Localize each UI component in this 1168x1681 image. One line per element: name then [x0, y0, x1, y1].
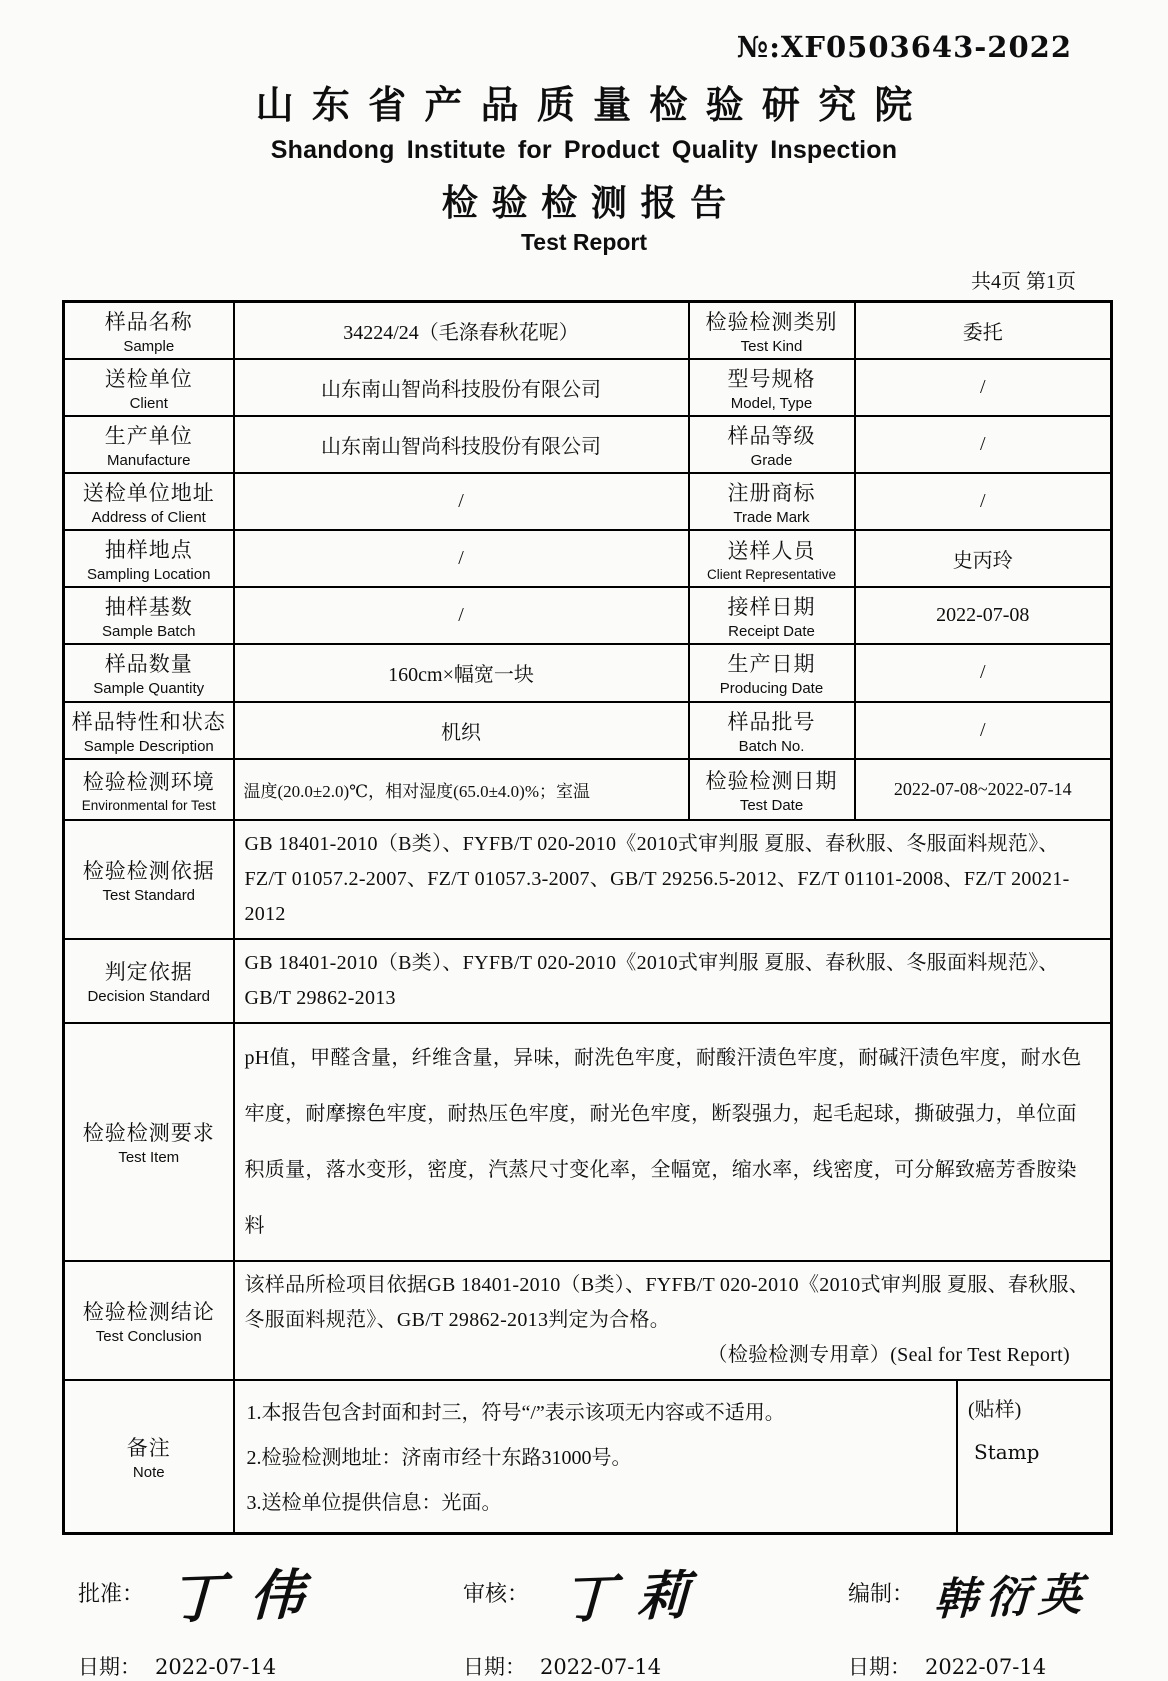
test-item-value: pH值，甲醛含量，纤维含量，异味，耐洗色牢度，耐酸汗渍色牢度，耐碱汗渍色牢度，耐水色牢度，耐摩擦色牢度，耐热压色牢度，耐光色牢度，断裂强力，起毛起球，撕破强力，单位面积质量，落水变形，密度，汽蒸尺寸变化率，全幅宽，缩水率，线密度，可分解致癌芳香胺染料 [234, 1023, 1112, 1261]
stamp-box [956, 1381, 1110, 1532]
grade-label: 样品等级 Grade [689, 416, 855, 473]
sample-quantity-label: 样品数量 Sample Quantity [64, 644, 234, 702]
review-date-label: 日期： [463, 1654, 526, 1679]
environment-label: 检验检测环境 Environmental for Test [64, 759, 234, 820]
client-representative-label: 送样人员 Client Representative [689, 530, 855, 587]
note-line-3: 3.送检单位提供信息：光面。 [246, 1491, 502, 1514]
row-sample-description [64, 702, 1112, 759]
note-value [234, 1380, 1112, 1534]
test-kind-label: 检验检测类别 Test Kind [689, 302, 855, 359]
institute-title-en: Shandong Institute for Product Quality Inspection [270, 136, 898, 164]
row-client [64, 359, 1112, 416]
row-sampling-location [64, 530, 1112, 587]
row-test-standard [64, 820, 1112, 939]
test-standard-value: GB 18401-2010（B类）、FYFB/T 020-2010《2010式审判服 夏服、春秋服、冬服面料规范》、FZ/T 01057.2-2007、FZ/T 01057.3-2007、GB/T 29256.5-2012、FZ/T 01101-2008、FZ/T 20021-2012 [234, 820, 1112, 939]
prepare-date-label: 日期： [848, 1654, 911, 1679]
note-label: 备注 Note [64, 1380, 234, 1534]
test-conclusion-value [234, 1261, 1112, 1380]
sample-quantity-value: 160cm×幅宽一块 [234, 644, 689, 702]
conclusion-text: 该样品所检项目依据GB 18401-2010（B类）、FYFB/T 020-2010《2010式审判服 夏服、春秋服、冬服面料规范》、GB/T 29862-2013判定为合格。 [244, 1273, 1090, 1331]
batch-no-value: / [855, 702, 1112, 759]
sample-label-en: Sample [123, 337, 175, 355]
trade-mark-value: / [855, 473, 1112, 530]
model-type-label: 型号规格 Model, Type [689, 359, 855, 416]
prepare-block [848, 1551, 1090, 1681]
report-table [62, 300, 1113, 1535]
report-number: №:XF0503643-2022 [736, 30, 1072, 64]
sample-label [64, 302, 234, 359]
prepare-role-label: 编制： [848, 1581, 915, 1606]
row-test-item [64, 1023, 1112, 1261]
producing-date-label: 生产日期 Producing Date [689, 644, 855, 702]
row-decision-standard [64, 939, 1112, 1023]
grade-value: / [855, 416, 1112, 473]
report-title-cn: 检验检测报告 [441, 183, 740, 223]
test-standard-label: 检验检测依据 Test Standard [64, 820, 234, 939]
note-line-2: 2.检验检测地址：济南市经十东路31000号。 [246, 1446, 632, 1469]
sampling-location-value: / [234, 530, 689, 587]
sample-label-cn: 样品名称 [104, 309, 193, 334]
prepare-date: 2022-07-14 [925, 1654, 1047, 1679]
client-label: 送检单位 Client [64, 359, 234, 416]
approval-date: 2022-07-14 [155, 1654, 277, 1679]
manufacture-value: 山东南山智尚科技股份有限公司 [234, 416, 689, 473]
approval-block [78, 1551, 463, 1681]
review-signature: 丁莉 [561, 1564, 712, 1631]
report-title-en: Test Report [520, 229, 648, 255]
test-date-value: 2022-07-08~2022-07-14 [855, 759, 1112, 820]
row-client-address [64, 473, 1112, 530]
test-item-label: 检验检测要求 Test Item [64, 1023, 234, 1261]
producing-date-value: / [855, 644, 1112, 702]
row-sample [64, 302, 1112, 359]
seal-note: （检验检测专用章）(Seal for Test Report) [707, 1343, 1070, 1366]
row-sample-quantity [64, 644, 1112, 702]
signature-area [78, 1551, 1128, 1681]
review-role-label: 审核： [463, 1581, 530, 1606]
test-date-label: 检验检测日期 Test Date [689, 759, 855, 820]
client-address-label: 送检单位地址 Address of Client [64, 473, 234, 530]
client-representative-value: 史丙玲 [855, 530, 1112, 587]
test-conclusion-label: 检验检测结论 Test Conclusion [64, 1261, 234, 1380]
receipt-date-value: 2022-07-08 [855, 587, 1112, 644]
receipt-date-label: 接样日期 Receipt Date [689, 587, 855, 644]
sample-description-value: 机织 [234, 702, 689, 759]
stamp-label-en: Stamp [974, 1439, 1040, 1464]
sample-value: 34224/24（毛涤春秋花呢） [234, 302, 689, 359]
sampling-location-label: 抽样地点 Sampling Location [64, 530, 234, 587]
approval-signature: 丁伟 [168, 1561, 331, 1631]
trade-mark-label: 注册商标 Trade Mark [689, 473, 855, 530]
client-address-value: / [234, 473, 689, 530]
stamp-label-cn: (贴样) [968, 1398, 1022, 1421]
note-lines [235, 1381, 957, 1532]
row-environment [64, 759, 1112, 820]
sample-description-label: 样品特性和状态 Sample Description [64, 702, 234, 759]
review-block [463, 1551, 848, 1681]
row-manufacture [64, 416, 1112, 473]
environment-value: 温度(20.0±2.0)℃，相对湿度(65.0±4.0)%；室温 [234, 759, 689, 820]
client-value: 山东南山智尚科技股份有限公司 [234, 359, 689, 416]
review-date: 2022-07-14 [540, 1654, 662, 1679]
prepare-signature: 韩衍英 [933, 1568, 1091, 1626]
model-type-value: / [855, 359, 1112, 416]
approval-role-label: 批准： [78, 1581, 145, 1606]
note-line-1: 1.本报告包含封面和封三，符号“/”表示该项无内容或不适用。 [246, 1401, 785, 1424]
row-test-conclusion [64, 1261, 1112, 1380]
sample-batch-label: 抽样基数 Sample Batch [64, 587, 234, 644]
row-sample-batch [64, 587, 1112, 644]
row-note [64, 1380, 1112, 1534]
batch-no-label: 样品批号 Batch No. [689, 702, 855, 759]
manufacture-label: 生产单位 Manufacture [64, 416, 234, 473]
page-indicator: 共4页 第1页 [971, 271, 1076, 293]
test-kind-value: 委托 [855, 302, 1112, 359]
approval-date-label: 日期： [78, 1654, 141, 1679]
decision-standard-label: 判定依据 Decision Standard [64, 939, 234, 1023]
institute-title-cn: 山东省产品质量检验研究院 [255, 85, 931, 127]
sample-batch-value: / [234, 587, 689, 644]
decision-standard-value: GB 18401-2010（B类）、FYFB/T 020-2010《2010式审判服 夏服、春秋服、冬服面料规范》、GB/T 29862-2013 [234, 939, 1112, 1023]
